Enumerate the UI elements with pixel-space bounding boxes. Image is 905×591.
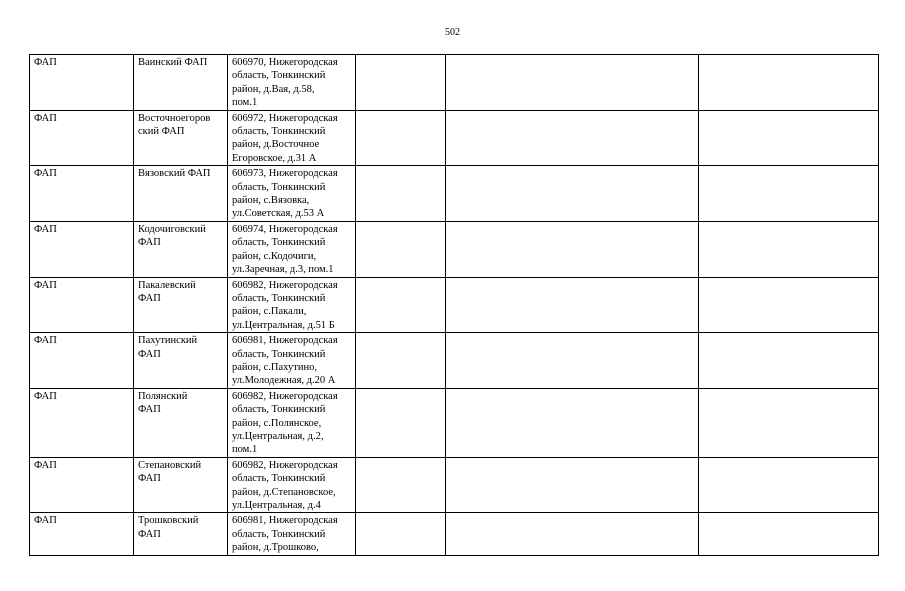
fap-table (29, 54, 879, 556)
empty-cell (446, 166, 699, 222)
name-cell (134, 513, 228, 555)
address-cell (228, 457, 356, 513)
name-text: Степановский ФАП (138, 459, 202, 485)
empty-cell (446, 277, 699, 333)
type-cell (30, 110, 134, 166)
empty-cell (356, 513, 446, 555)
empty-cell (356, 110, 446, 166)
type-text: ФАП (34, 390, 57, 402)
type-cell (30, 221, 134, 277)
address-cell (228, 333, 356, 389)
address-cell (228, 110, 356, 166)
type-text: ФАП (34, 459, 57, 471)
empty-cell (699, 388, 879, 457)
table-row (30, 388, 879, 457)
address-text: 606970, Нижегородская область, Тонкинский район, д.Вая, д.58, пом.1 (232, 57, 338, 109)
table-row (30, 333, 879, 389)
empty-cell (446, 221, 699, 277)
empty-cell (699, 333, 879, 389)
type-cell (30, 277, 134, 333)
name-cell (134, 110, 228, 166)
empty-cell (356, 55, 446, 111)
address-text: 606982, Нижегородская область, Тонкинский район, д.Степановское, ул.Центральная, д.4 (232, 459, 338, 511)
table-row (30, 513, 879, 555)
empty-cell (699, 221, 879, 277)
address-cell (228, 388, 356, 457)
empty-cell (699, 277, 879, 333)
name-text: Пахутинский ФАП (138, 335, 198, 360)
empty-cell (356, 388, 446, 457)
empty-cell (699, 55, 879, 111)
empty-cell (446, 513, 699, 555)
empty-cell (446, 55, 699, 111)
type-cell (30, 388, 134, 457)
type-text: ФАП (34, 223, 57, 235)
name-text: Трошковский ФАП (138, 515, 199, 540)
type-cell (30, 457, 134, 513)
empty-cell (699, 513, 879, 555)
empty-cell (446, 457, 699, 513)
name-cell (134, 55, 228, 111)
name-text: Кодочиговский ФАП (138, 223, 206, 249)
type-text: ФАП (34, 168, 57, 180)
empty-cell (356, 457, 446, 513)
empty-cell (699, 166, 879, 222)
address-text: 606981, Нижегородская область, Тонкинский район, д.Трошково, (232, 515, 338, 554)
name-cell (134, 221, 228, 277)
type-text: ФАП (34, 57, 57, 68)
empty-cell (699, 457, 879, 513)
page-number: 502 (445, 27, 460, 38)
table-row (30, 55, 879, 111)
table-row (30, 166, 879, 222)
empty-cell (446, 333, 699, 389)
type-cell (30, 166, 134, 222)
name-text: Ваинский ФАП (138, 57, 208, 68)
empty-cell (446, 110, 699, 166)
empty-cell (356, 277, 446, 333)
address-text: 606982, Нижегородская область, Тонкинский район, с.Пакали, ул.Центральная, д.51 Б (232, 279, 338, 331)
type-text: ФАП (34, 279, 57, 291)
address-cell (228, 55, 356, 111)
table-row (30, 277, 879, 333)
address-text: 606972, Нижегородская область, Тонкинский район, д.Восточное Егоровское, д.31 А (232, 112, 338, 164)
address-text: 606973, Нижегородская область, Тонкинский район, с.Вязовка, ул.Советская, д.53 А (232, 168, 338, 220)
table-row (30, 110, 879, 166)
name-text: Вязовский ФАП (138, 168, 211, 180)
name-text: Полянский ФАП (138, 390, 188, 416)
address-cell (228, 166, 356, 222)
name-cell (134, 388, 228, 457)
type-cell (30, 55, 134, 111)
address-cell (228, 277, 356, 333)
table-row (30, 221, 879, 277)
type-text: ФАП (34, 335, 57, 347)
empty-cell (356, 166, 446, 222)
name-cell (134, 277, 228, 333)
address-cell (228, 513, 356, 555)
type-cell (30, 513, 134, 555)
type-text: ФАП (34, 112, 57, 124)
table-row (30, 457, 879, 513)
name-cell (134, 333, 228, 389)
type-cell (30, 333, 134, 389)
empty-cell (699, 110, 879, 166)
name-cell (134, 166, 228, 222)
address-text: 606974, Нижегородская область, Тонкинский район, с.Кодочиги, ул.Заречная, д.3, пом.1 (232, 223, 338, 276)
empty-cell (356, 221, 446, 277)
address-text: 606982, Нижегородская область, Тонкинский район, с.Полянское, ул.Центральная, д.2, пом.1 (232, 390, 338, 456)
address-text: 606981, Нижегородская область, Тонкинский район, с.Пахутино, ул.Молодежная, д.20 А (232, 335, 338, 387)
address-cell (228, 221, 356, 277)
name-text: Пакалевский ФАП (138, 279, 196, 304)
empty-cell (356, 333, 446, 389)
name-cell (134, 457, 228, 513)
type-text: ФАП (34, 515, 57, 527)
name-text: Восточноегоров ский ФАП (138, 112, 211, 138)
empty-cell (446, 388, 699, 457)
